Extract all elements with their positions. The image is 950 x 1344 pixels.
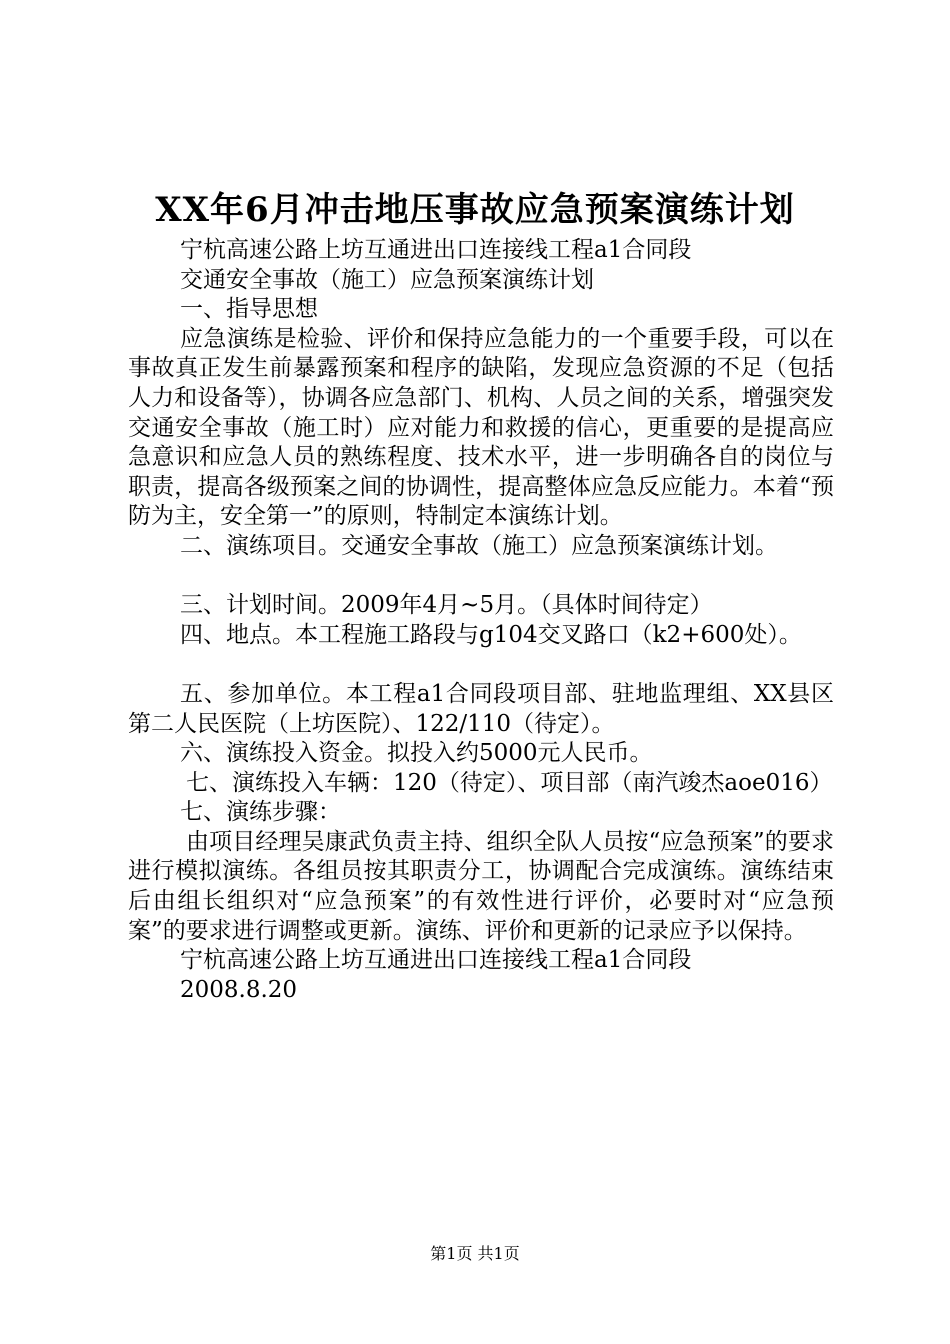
paragraph-plan-name: 交通安全事故（施工）应急预案演练计划	[180, 266, 594, 293]
paragraph-plan-time: 三、计划时间。2009年4月~5月。（具体时间待定）	[180, 592, 713, 619]
document-title: XX年6月冲击地压事故应急预案演练计划	[155, 190, 795, 230]
paragraph-signature-org: 宁杭高速公路上坊互通进出口连接线工程a1合同段	[180, 947, 692, 974]
blank-line	[128, 562, 834, 592]
paragraph-vehicles: 七、演练投入车辆：120（待定）、项目部（南汽竣杰aoe016）	[186, 769, 833, 796]
heading-guiding-idea: 一、指导思想	[180, 296, 318, 323]
paragraph-participants: 五、参加单位。本工程a1合同段项目部、驻地监理组、XX县区第二人民医院（上坊医院）、122/110（待定）。	[128, 680, 834, 737]
paragraph-location: 四、地点。本工程施工路段与g104交叉路口（k2+600处）。	[180, 621, 802, 648]
paragraph-drill-item: 二、演练项目。交通安全事故（施工）应急预案演练计划。	[180, 532, 778, 559]
heading-drill-steps: 七、演练步骤：	[180, 799, 341, 826]
paragraph-guiding-idea: 应急演练是检验、评价和保持应急能力的一个重要手段，可以在事故真正发生前暴露预案和程序的缺陷，发现应急资源的不足（包括人力和设备等），协调各应急部门、机构、人员之间的关系，增强突发交通安全事故（施工时）应对能力和救援的信心，更重要的是提高应急意识和应急人员的熟练程度、技术水平，进一步明确各自的岗位与职责，提高各级预案之间的协调性，提高整体应急反应能力。本着“预防为主，安全第一”的原则，特制定本演练计划。	[128, 325, 834, 530]
paragraph-drill-steps: 由项目经理吴康武负责主持、组织全队人员按“应急预案”的要求进行模拟演练。各组员按其职责分工，协调配合完成演练。演练结束后由组长组织对“应急预案”的有效性进行评价，必要时对“应急预案”的要求进行调整或更新。演练、评价和更新的记录应予以保持。	[128, 828, 834, 944]
blank-line	[128, 650, 834, 680]
paragraph-project-name: 宁杭高速公路上坊互通进出口连接线工程a1合同段	[180, 237, 692, 263]
paragraph-funds: 六、演练投入资金。拟投入约5000元人民币。	[180, 740, 653, 767]
document-body	[128, 236, 834, 1005]
page-number: 第1页 共1页	[430, 1244, 520, 1263]
paragraph-signature-date: 2008.8.20	[180, 976, 298, 1003]
